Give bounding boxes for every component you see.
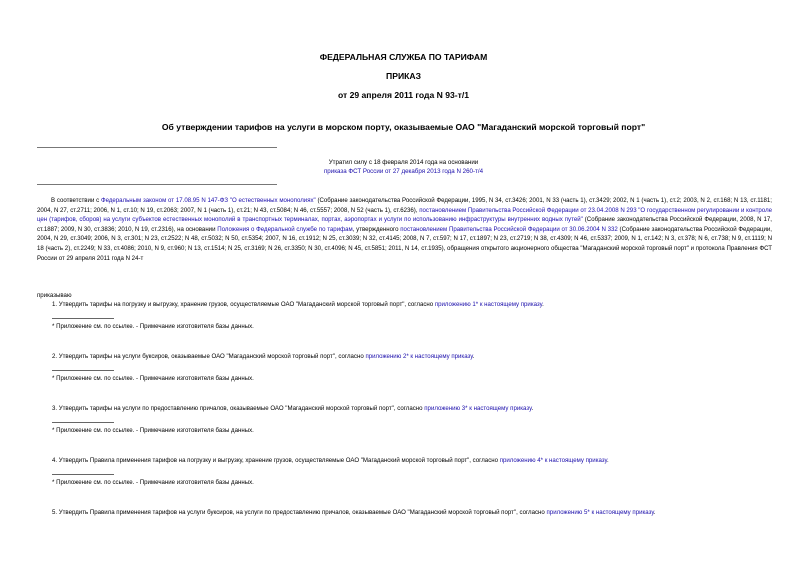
- appendix-5-link[interactable]: приложению 5* к настоящему приказу: [546, 509, 654, 516]
- preamble-text-2: (Собрание законодательства Российской Федерации, 1995, N 34, ст.3426; 2001, N 33 (часть 1), ст.3429; 2002, N 1 (часть 1), ст.2; 2003, N 2, ст.168; N 13, ст.1181; 2004, N 27, ст.2711; 2006, N 1, ст.10; N 19, ст.2063; 2007, N 1 (часть 1), ст.21; N 43, ст.5084; N 46, ст.5557; 2008, N 52 (часть 1), ст.6236),: [37, 197, 772, 214]
- divider-top: [37, 147, 277, 148]
- doc-type: ПРИКАЗ: [386, 71, 421, 81]
- footnote-divider: [52, 474, 114, 475]
- preamble-text-4: , утвержденного: [352, 225, 401, 233]
- page-title: Об утверждении тарифов на услуги в морском порту, оказываемые ОАО "Магаданский морской торговый порт": [161, 122, 646, 132]
- footnote: * Приложение см. по ссылке. - Примечание изготовителя базы данных.: [52, 427, 254, 434]
- preamble-text-3: (Собрание законодательства Российской Федерации, 2008, N 17, ст.1887; 2009, N 30, ст.3836; 2010, N 19, ст.2316), на основании: [37, 216, 772, 233]
- list-item: [52, 352, 474, 362]
- item-end: .: [542, 301, 544, 308]
- list-item: [52, 456, 609, 466]
- government-decree-293-link[interactable]: постановлением Правительства Российской Федерации от 23.04.2008 N 293 "О государственном регулировании и контроле цен (тарифов, сборов) на услуги субъектов естественных монополий в транспортных терминалах, портах, аэропортах и услуги по использованию инфраструктуры внутренних водных путей": [37, 206, 773, 224]
- item-text: 5. Утвердить Правила применения тарифов на услуги буксиров, на услуги по предоставлению причалов, оказываемые ОАО "Магаданский морской торговый порт", согласно: [52, 509, 547, 516]
- footnote: * Приложение см. по ссылке. - Примечание изготовителя базы данных.: [52, 479, 254, 486]
- item-end: .: [653, 509, 656, 516]
- doc-date-number: от 29 апреля 2011 года N 93-т/1: [337, 90, 470, 100]
- status-note: [0, 158, 807, 176]
- item-text: 4. Утвердить Правила применения тарифов на погрузку и выгрузку, хранение грузов, осуществляемые ОАО "Магаданский морской торговый порт", согласно: [52, 457, 500, 464]
- appendix-4-link[interactable]: приложению 4* к настоящему приказу: [499, 457, 607, 464]
- footnote-divider: [52, 422, 114, 423]
- fst-regulation-link[interactable]: Положения о Федеральной службе по тарифам: [217, 225, 353, 233]
- preamble-paragraph: [37, 196, 772, 263]
- item-text: 3. Утвердить тарифы на услуги по предоставлению причалов, оказываемые ОАО "Магаданский морской торговый порт", согласно: [52, 405, 425, 412]
- footnote-divider: [52, 370, 114, 371]
- appendix-2-link[interactable]: приложению 2* к настоящему приказу: [365, 353, 473, 360]
- status-link[interactable]: приказа ФСТ России от 27 декабря 2013 года N 260-т/4: [323, 168, 484, 175]
- agency-name: ФЕДЕРАЛЬНАЯ СЛУЖБА ПО ТАРИФАМ: [319, 52, 488, 62]
- appendix-1-link[interactable]: приложению 1* к настоящему приказу: [434, 301, 543, 308]
- item-end: .: [531, 405, 534, 412]
- footnote: * Приложение см. по ссылке. - Примечание изготовителя базы данных.: [52, 375, 254, 382]
- order-word: приказываю: [37, 292, 72, 299]
- footnote: * Приложение см. по ссылке. - Примечание изготовителя базы данных.: [52, 323, 254, 330]
- list-item: [52, 300, 544, 310]
- preamble-text-5: (Собрание законодательства Российской Федерации, 2004, N 29, ст.3049; 2006, N 3, ст.301; N 23, ст.2522; N 48, ст.5032; N 50, ст.5354; 2007, N 16, ст.1912; N 25, ст.3039; N 32, ст.4145; 2008, N 7, ст.597; N 17, ст.1897; N 23, ст.2719; N 38, ст.4309; N 46, ст.5337; 2009, N 1, ст.142; N 3, ст.378; N 6, ст.738; N 9, ст.1119; N 18 (часть 2), ст.2249; N 33, ст.4086; 2010, N 9, ст.960; N 13, ст.1514; N 25, ст.3169; N 26, ст.3350; N 30, ст.4096; N 45, ст.5851; 2011, N 14, ст.1935), обращения открытого акционерного общества "Магаданский морской торговый порт" и протокола Правления ФСТ России от 29 апреля 2011 года N 24-т: [37, 225, 773, 262]
- appendix-3-link[interactable]: приложению 3* к настоящему приказу: [424, 405, 532, 412]
- footnote-divider: [52, 318, 114, 319]
- preamble-text-1: В соответствии с: [51, 197, 101, 204]
- item-text: 2. Утвердить тарифы на услуги буксиров, оказываемые ОАО "Магаданский морской торговый порт", согласно: [52, 353, 366, 360]
- list-item: [52, 508, 655, 518]
- item-text: 1. Утвердить тарифы на погрузку и выгрузку, хранение грузов, осуществляемые ОАО "Магаданский морской торговый порт", согласно: [52, 301, 435, 308]
- divider-bottom: [37, 184, 277, 185]
- federal-law-link[interactable]: Федеральным законом от 17.08.95 N 147-ФЗ "О естественных монополиях": [100, 197, 316, 204]
- list-item: [52, 404, 533, 414]
- item-end: .: [472, 353, 475, 360]
- status-text: Утратил силу с 18 февраля 2014 года на основании: [328, 159, 479, 166]
- item-end: .: [606, 457, 609, 464]
- government-decree-332-link[interactable]: постановлением Правительства Российской Федерации от 30.06.2004 N 332: [400, 225, 618, 233]
